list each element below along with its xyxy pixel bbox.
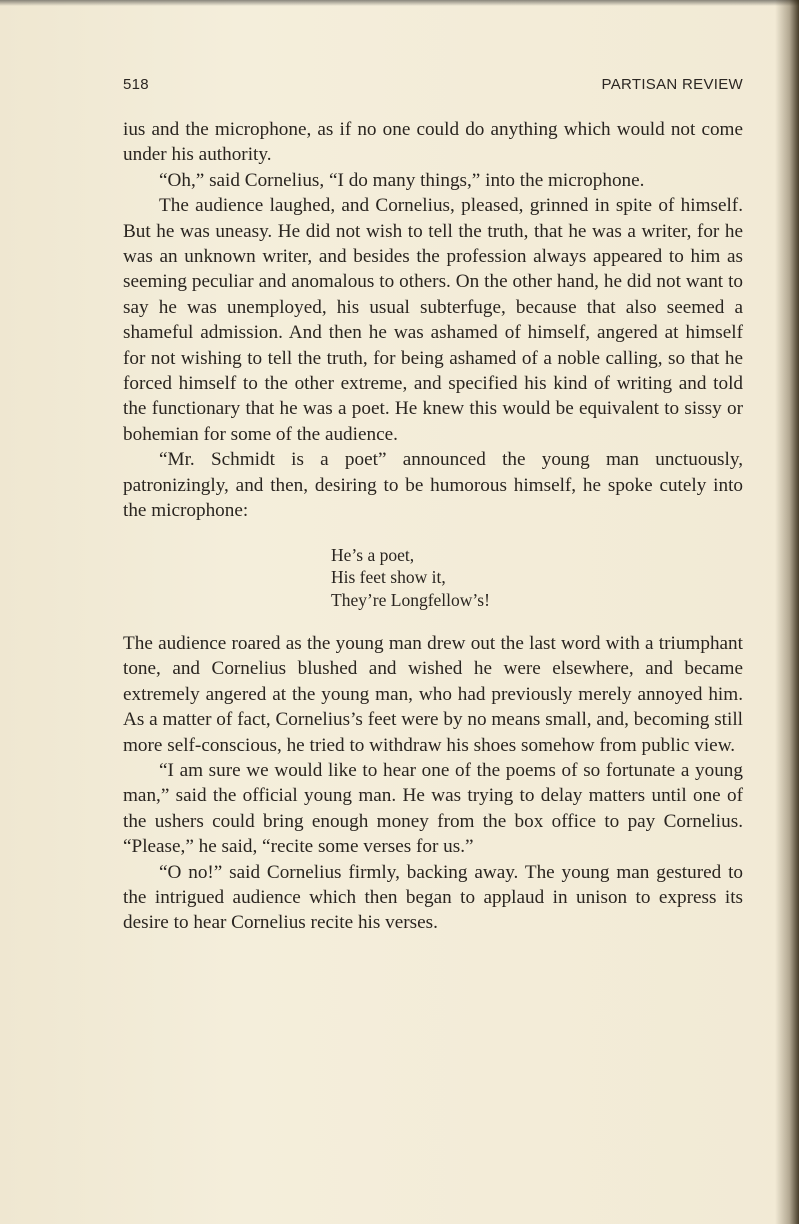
paragraph: “O no!” said Cornelius firmly, backing away. The young man gestured to the intrigued audience which then began to applaud in unison to express its desire to hear Cornelius recite his verses. [123, 861, 743, 934]
paragraph: The audience laughed, and Cornelius, pleased, grinned in spite of himself. But he was uneasy. He did not wish to tell the truth, that he was a writer, for he was an unknown writer, and besides the profession always appeared to him as seeming peculiar and anomalous to others. On the other hand, he did not want to say he was unemployed, his usual subterfuge, because that also seemed a shameful admission. And then he was ashamed of himself, angered at himself for not wishing to tell the truth, for being ashamed of a noble calling, so that he forced himself to the other extreme, and specified his kind of writing and told the functionary that he was a poet. He knew this would be equivalent to sissy or bohemian for some of the audience. [123, 195, 743, 445]
paragraph: ius and the microphone, as if no one could do anything which would not come under his authority. [123, 119, 743, 166]
paragraph: The audience roared as the young man drew out the last word with a triumphant tone, and Cornelius blushed and wished he were elsewhere, and became extremely angered at the young man, who had previously merely annoyed him. As a matter of fact, Cornelius’s feet were by no means small, and, becoming still more self-conscious, he tried to withdraw his shoes somehow from public view. [123, 633, 743, 756]
poem-line: They’re Longfellow’s! [331, 589, 490, 610]
poem-line: He’s a poet, [331, 544, 415, 565]
book-spine-shadow [775, 0, 799, 1224]
page-header [123, 76, 743, 98]
paragraph: “Mr. Schmidt is a poet” announced the young man unctuously, patronizingly, and then, desiring to be humorous himself, he spoke cutely into the microphone: [123, 449, 743, 522]
paragraph: “Oh,” said Cornelius, “I do many things,” into the microphone. [159, 169, 645, 191]
page-top-edge-shadow [0, 0, 799, 6]
paragraph: “I am sure we would like to hear one of the poems of so fortunate a young man,” said the official young man. He was trying to delay matters until one of the ushers could bring enough money from the box office to pay Cornelius. “Please,” he said, “recite some verses for us.” [123, 760, 743, 858]
page-number: 518 [123, 76, 149, 93]
poem-line: His feet show it, [331, 567, 446, 587]
body-text [123, 117, 743, 936]
running-title: PARTISAN REVIEW [601, 76, 743, 93]
poem-block [331, 544, 743, 612]
